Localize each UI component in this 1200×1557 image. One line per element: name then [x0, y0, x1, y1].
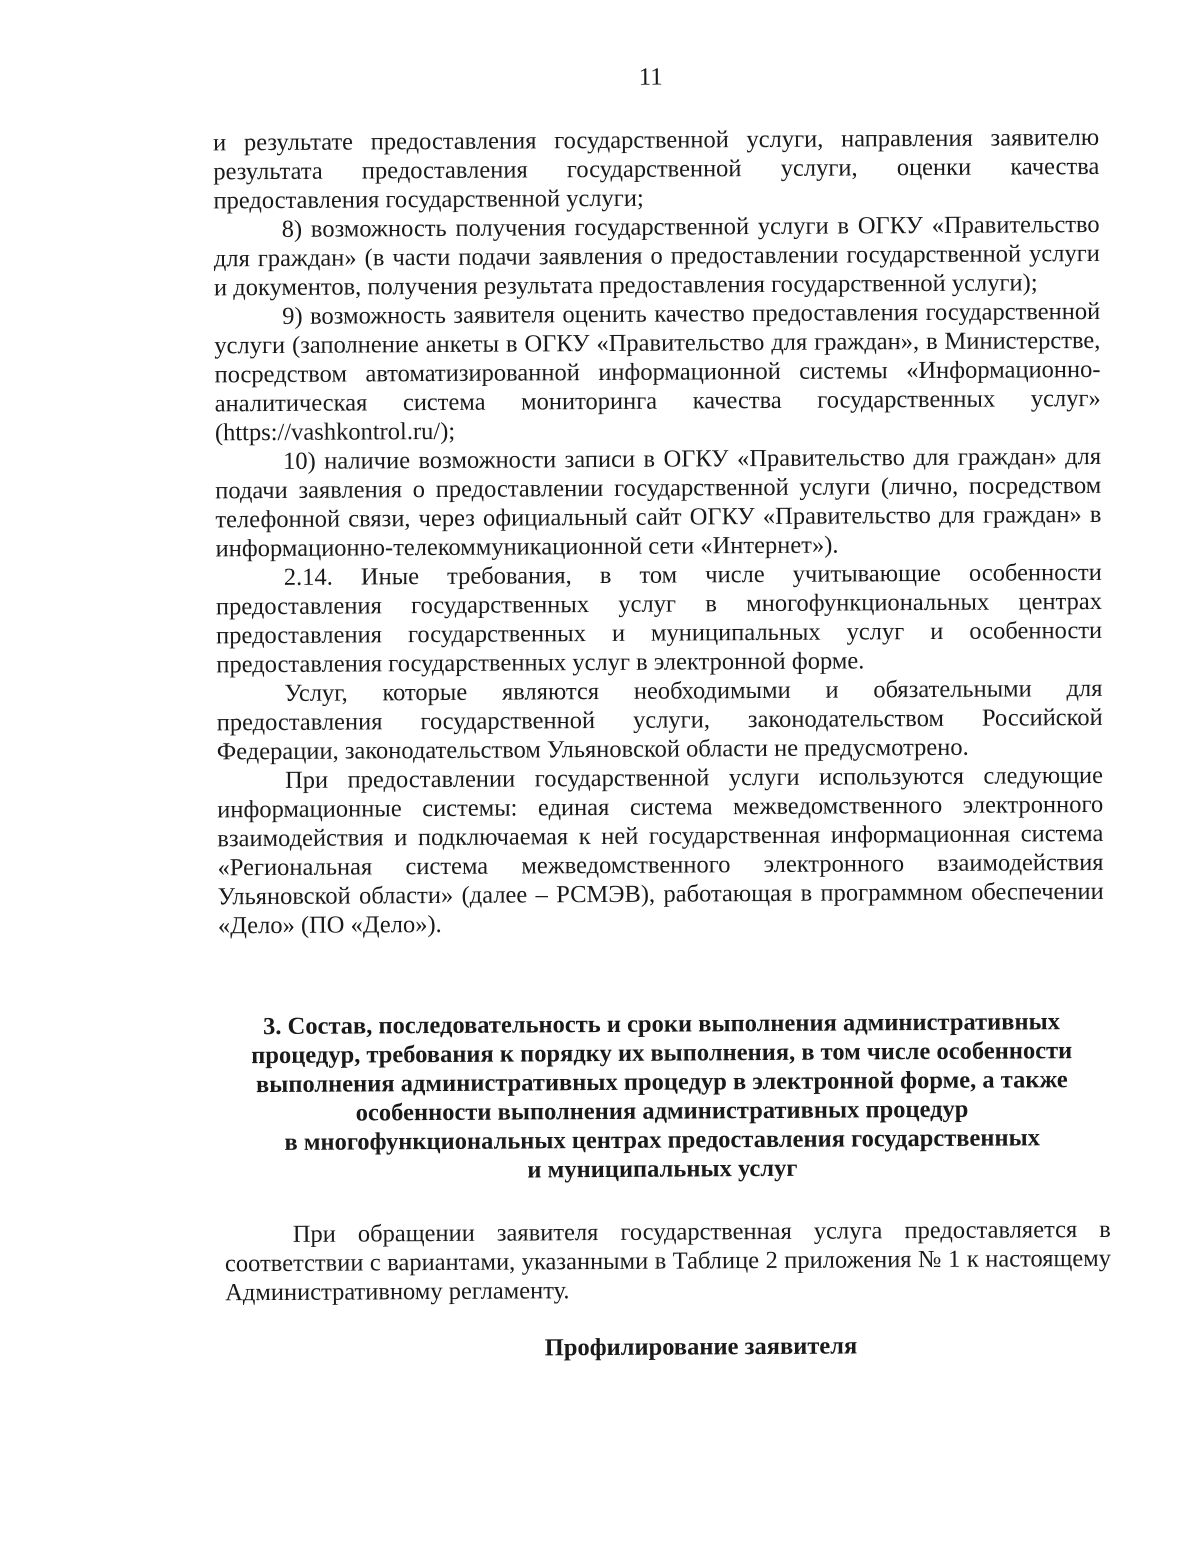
heading-line: 3. Состав, последовательность и сроки выполнения административных	[263, 1008, 1061, 1041]
paragraph-continuation: и результате предоставления государственной услуги, направления заявителю результата предоставления государственной услуги, оценки качества предоставления государственной услуги;	[213, 123, 1100, 215]
paragraph-variants: При обращении заявителя государственная услуга предоставляется в соответствии с вариантами, указанными в Таблице 2 приложения № 1 к настоящему Административному регламенту.	[224, 1215, 1112, 1307]
paragraph-services: Услуг, которые являются необходимыми и обязательными для предоставления государственной услуги, законодательством Российской Федерации, законодательством Ульяновской области не предусмотрено.	[216, 674, 1103, 766]
list-item-10: 10) наличие возможности записи в ОГКУ «Правительство для граждан» для подачи заявления о предоставлении государственной услуги (лично, посредством телефонной связи, через официальный сайт ОГКУ «Правительство для граждан» в информационно-телекоммуникационной сети «Интернет»).	[215, 442, 1102, 563]
list-item-9: 9) возможность заявителя оценить качество предоставления государственной услуги (заполнение анкеты в ОГКУ «Правительство для граждан», в Министерстве, посредством автоматизированной информационной системы «Информационно-аналитическая система мониторинга качества государственных услуг» (https://vashkontrol.ru/);	[214, 297, 1101, 447]
document-body	[213, 123, 1104, 940]
heading-line: процедур, требования к порядку их выполнения, в том числе особенности	[251, 1037, 1073, 1070]
heading-line: выполнения административных процедур в электронной форме, а также	[255, 1066, 1068, 1099]
heading-line: и муниципальных услуг	[527, 1154, 798, 1184]
page-number: 11	[638, 63, 663, 91]
heading-line: особенности выполнения административных процедур	[355, 1095, 969, 1127]
section-3-heading	[218, 1007, 1105, 1186]
subsection-heading: Профилирование заявителя	[544, 1332, 858, 1362]
clause-2-14: 2.14. Иные требования, в том числе учитывающие особенности предоставления государственных услуг в многофункциональных центрах предоставления государственных и муниципальных услуг и особенности предоставления государственных услуг в электронной форме.	[215, 558, 1103, 679]
list-item-8: 8) возможность получения государственной услуги в ОГКУ «Правительство для граждан» (в части подачи заявления о предоставлении государственной услуги и документов, получения результата предоставления государственной услуги);	[213, 210, 1100, 302]
section-3-body	[225, 1215, 1112, 1307]
paragraph-information-systems: При предоставлении государственной услуги используются следующие информационные системы: единая система межведомственного электронного взаимодействия и подключаемая к ней государственная информационная система «Региональная система межведомственного электронного взаимодействия Ульяновской области» (далее – РСМЭВ), работающая в программном обеспечении «Дело» (ПО «Дело»).	[217, 761, 1104, 940]
heading-line: в многофункциональных центрах предоставления государственных	[284, 1124, 1041, 1156]
